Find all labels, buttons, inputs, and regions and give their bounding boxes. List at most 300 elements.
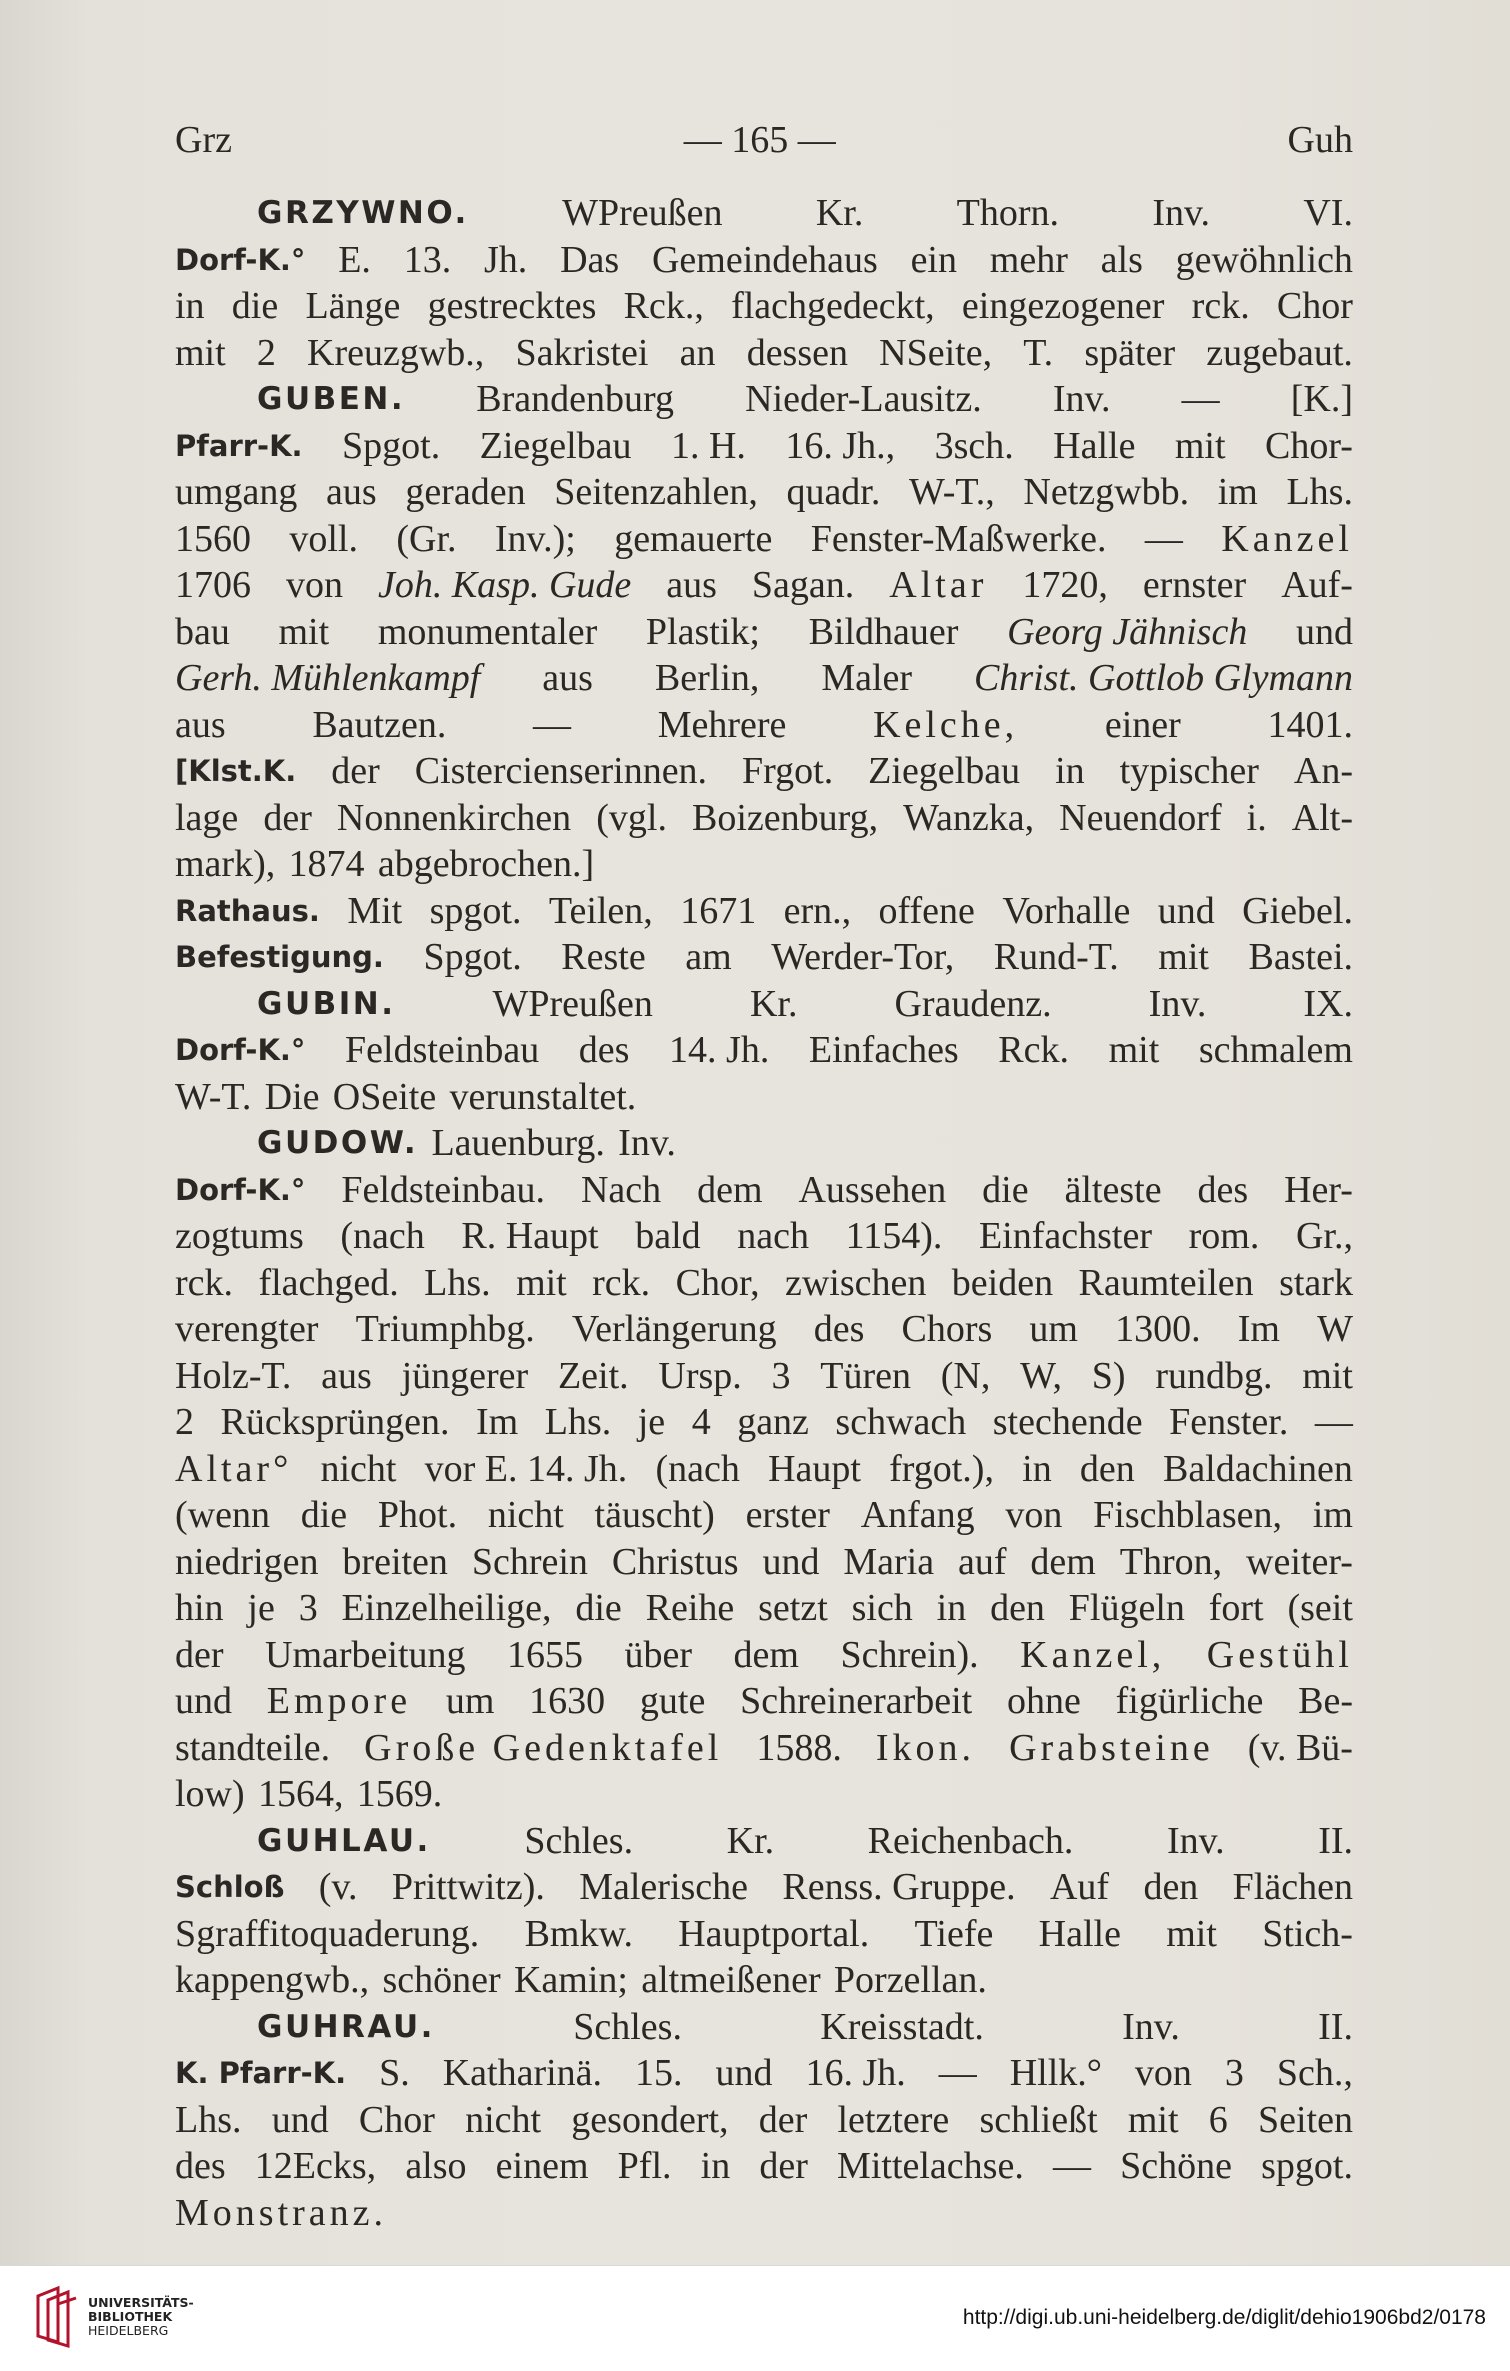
library-name-line: UNIVERSITÄTS- xyxy=(88,2295,194,2310)
word: Gemeindehaus xyxy=(651,238,878,281)
word: von xyxy=(1134,2052,1192,2094)
word: Inv.); xyxy=(494,517,576,560)
word: mark), xyxy=(175,843,276,885)
word: Werder-Tor, xyxy=(771,936,955,978)
word: offene xyxy=(878,889,975,932)
word: — xyxy=(1181,378,1220,420)
word: Brandenburg xyxy=(476,378,674,420)
word: Kamin; xyxy=(513,1959,628,2001)
text-line xyxy=(175,1818,1353,1865)
body-text xyxy=(175,190,1353,2236)
word: Raumteilen xyxy=(1078,1261,1254,1304)
word: Chor, xyxy=(675,1261,760,1304)
word: Cistercienserinnen. xyxy=(414,750,708,792)
text-line xyxy=(175,283,1353,330)
word: quadr. xyxy=(786,471,881,513)
text-line xyxy=(175,1725,1353,1772)
word: Teilen, xyxy=(548,889,653,932)
word: Ziegelbau xyxy=(868,750,1021,792)
word: ohne xyxy=(1007,1680,1081,1722)
word: Schles. xyxy=(573,2005,682,2048)
word: 1560 xyxy=(175,517,251,560)
word: frgot.), xyxy=(889,1447,994,1490)
word: in xyxy=(175,285,205,327)
word: und xyxy=(762,1540,820,1583)
word: flachged. xyxy=(258,1261,399,1304)
word: mit xyxy=(1158,936,1209,978)
word: gemauerte xyxy=(614,517,773,560)
word: Feldsteinbau xyxy=(345,1029,540,1071)
word: Kanzel xyxy=(1221,517,1353,560)
word: — xyxy=(1314,1401,1353,1443)
word: dem xyxy=(697,1168,763,1211)
word: Be- xyxy=(1298,1680,1353,1722)
word: sich xyxy=(851,1587,913,1629)
word: hin xyxy=(175,1587,224,1629)
text-line xyxy=(175,934,1353,981)
word: Im xyxy=(1237,1308,1280,1350)
word: Sgraffitoquaderung. xyxy=(175,1912,480,1955)
word: Kr. xyxy=(726,1819,775,1862)
word: Giebel. xyxy=(1242,889,1353,932)
word: täuscht) xyxy=(594,1494,715,1536)
word: Rund-T. xyxy=(993,936,1119,978)
word: die xyxy=(575,1587,622,1629)
word: Rck., xyxy=(623,285,704,327)
library-logo-icon xyxy=(34,2284,80,2348)
word: Auf- xyxy=(1281,564,1353,606)
text-line xyxy=(175,190,1353,237)
word: des xyxy=(175,2145,226,2187)
text-line xyxy=(175,469,1353,516)
word: 2 xyxy=(175,1401,194,1443)
word: standteile. xyxy=(175,1726,331,1769)
running-header xyxy=(175,110,1353,170)
word: rundbg. xyxy=(1155,1354,1273,1397)
word: An- xyxy=(1293,750,1353,792)
text-line xyxy=(175,1446,1353,1493)
word: — xyxy=(1144,517,1183,560)
word: umgang xyxy=(175,471,298,513)
word: Katharinä. xyxy=(442,2052,603,2094)
word: rom. xyxy=(1188,1215,1260,1257)
word: W, xyxy=(1020,1354,1063,1397)
word: — xyxy=(533,703,572,746)
word: zwischen xyxy=(784,1261,927,1304)
word: R. Haupt xyxy=(461,1215,599,1257)
word: (seit xyxy=(1287,1587,1353,1629)
word: aus xyxy=(542,657,593,699)
word: Rck. xyxy=(998,1029,1070,1071)
text-line xyxy=(175,1539,1353,1586)
word: und xyxy=(715,2052,773,2094)
word: 4 xyxy=(691,1401,711,1443)
word: 3 xyxy=(298,1587,318,1629)
word: Inv. xyxy=(618,1122,676,1164)
word: Malerische xyxy=(579,1866,749,1908)
word: Fenster-Maßwerke. xyxy=(810,517,1107,560)
word: weiter- xyxy=(1246,1540,1353,1583)
word: Stich- xyxy=(1262,1912,1353,1955)
word: Kreisstadt. xyxy=(820,2005,984,2048)
word: um xyxy=(445,1680,495,1722)
word: stechende xyxy=(992,1401,1143,1443)
word: um xyxy=(1029,1308,1078,1350)
word: (N, xyxy=(940,1354,991,1397)
word: ganz xyxy=(737,1401,809,1443)
word: Triumphbg. xyxy=(355,1308,535,1350)
word: Grabsteine xyxy=(1009,1726,1214,1769)
word: Inv. xyxy=(1148,982,1207,1025)
word: 1588. xyxy=(756,1726,842,1769)
word: [K.] xyxy=(1290,378,1353,420)
word: auf xyxy=(957,1540,1007,1583)
word: im xyxy=(1217,471,1258,513)
word: ein xyxy=(910,238,957,281)
word: Monstranz. xyxy=(175,2191,388,2234)
text-line xyxy=(175,423,1353,470)
word: setzt xyxy=(758,1587,828,1629)
word: Reihe xyxy=(645,1587,735,1629)
word: Rathaus. xyxy=(175,893,320,928)
word: Lhs. xyxy=(424,1261,491,1304)
word: fort xyxy=(1208,1587,1264,1629)
word: Feldsteinbau. xyxy=(341,1168,546,1211)
word: bau xyxy=(175,610,230,653)
word: voll. xyxy=(289,517,358,560)
word: low) xyxy=(175,1773,245,1815)
text-line xyxy=(175,1399,1353,1446)
word: der xyxy=(759,2145,808,2187)
word: Empore xyxy=(266,1680,412,1722)
library-name-line: HEIDELBERG xyxy=(88,2323,169,2338)
word: Alt- xyxy=(1291,796,1353,839)
word: flachgedeckt, xyxy=(731,285,935,327)
text-line xyxy=(175,2190,1353,2237)
text-line xyxy=(175,795,1353,842)
word: Frgot. xyxy=(742,750,834,792)
word: Inv. xyxy=(1152,192,1211,234)
header-right: Guh xyxy=(1287,119,1353,161)
word: VI. xyxy=(1303,192,1353,234)
word: Kelche, xyxy=(873,703,1019,746)
word: den xyxy=(1079,1447,1135,1490)
word: Umarbeitung xyxy=(265,1633,466,1676)
text-line xyxy=(175,609,1353,656)
text-line xyxy=(175,1074,1353,1121)
word: in xyxy=(700,2145,731,2187)
word: Lhs. xyxy=(175,2098,242,2141)
text-line xyxy=(175,562,1353,609)
source-url-link[interactable]: http://digi.ub.uni-heidelberg.de/diglit/dehio1906bd2/0178 xyxy=(962,2306,1486,2329)
word: Altar xyxy=(889,564,988,606)
word: Ziegelbau xyxy=(479,424,632,467)
word: abgebrochen.] xyxy=(377,843,595,885)
word: Chor xyxy=(358,2098,435,2141)
word: IX. xyxy=(1303,982,1353,1025)
word: Chors xyxy=(901,1308,993,1350)
word: Schrein xyxy=(471,1540,588,1583)
word: W-T. xyxy=(175,1075,252,1118)
word: einem xyxy=(495,2145,589,2187)
word: einer xyxy=(1104,703,1181,746)
word: 1720, xyxy=(1022,564,1108,606)
word: Porzellan. xyxy=(833,1959,987,2001)
word: Kr. xyxy=(749,982,798,1025)
word: Lhs. xyxy=(1286,471,1353,513)
word: Bildhauer xyxy=(808,610,959,653)
word: mit xyxy=(1127,2098,1179,2141)
word: von xyxy=(1005,1494,1063,1536)
word: rck. xyxy=(592,1261,651,1304)
word: GUBEN. xyxy=(257,381,406,417)
text-line xyxy=(175,1260,1353,1307)
text-line xyxy=(175,2004,1353,2051)
word: NSeite, xyxy=(879,331,993,374)
word: verengter xyxy=(175,1308,319,1350)
word: 1671 xyxy=(680,889,757,932)
word: Fenster. xyxy=(1169,1401,1289,1443)
word: 1. H. xyxy=(670,424,746,467)
word: Schreinerarbeit xyxy=(740,1680,973,1722)
word: im xyxy=(1312,1494,1353,1536)
word: WPreußen xyxy=(562,192,723,234)
word: (v. xyxy=(318,1866,358,1908)
word: Christus xyxy=(611,1540,739,1583)
word: 1706 xyxy=(175,564,251,606)
word: Ikon. xyxy=(875,1726,976,1769)
text-line xyxy=(175,1167,1353,1214)
text-line xyxy=(175,516,1353,563)
word: K. Pfarr-K. xyxy=(175,2056,347,2090)
word: beiden xyxy=(951,1261,1054,1304)
word: Maler xyxy=(821,657,913,699)
word: Neuendorf xyxy=(1059,796,1222,839)
word: altmeißener xyxy=(641,1959,821,2001)
word: 6 xyxy=(1208,2098,1228,2141)
word: Graudenz. xyxy=(894,982,1052,1025)
word: Rücksprüngen. xyxy=(220,1401,450,1443)
page-number: — 165 — xyxy=(683,119,836,161)
word: der xyxy=(758,2098,808,2141)
word: Kanzel, xyxy=(1020,1633,1166,1676)
text-line xyxy=(175,841,1353,888)
word: des xyxy=(578,1029,630,1071)
word: 3 xyxy=(1224,2052,1244,2094)
text-line xyxy=(175,1957,1353,2004)
word: Befestigung. xyxy=(175,940,384,974)
word: nicht xyxy=(487,1494,564,1536)
word: nicht xyxy=(320,1447,397,1490)
word: [Klst.K. xyxy=(175,754,297,788)
word: 1630 xyxy=(529,1680,606,1722)
word: Berlin, xyxy=(654,657,760,699)
word: Inv. xyxy=(1052,378,1111,420)
word: Reichenbach. xyxy=(867,1819,1074,1862)
word: aus xyxy=(666,564,717,606)
word: E. xyxy=(338,238,371,281)
word: als xyxy=(1100,238,1143,281)
word: erster xyxy=(745,1494,830,1536)
word: 13. xyxy=(403,238,452,281)
word: Pfl. xyxy=(617,2145,672,2187)
word: die xyxy=(982,1168,1029,1211)
word: Gr., xyxy=(1295,1215,1353,1257)
word: mit xyxy=(1302,1354,1353,1397)
word: 1154). xyxy=(845,1215,943,1257)
word: (nach xyxy=(655,1447,740,1490)
word: aus xyxy=(326,471,377,513)
word: mit xyxy=(175,331,226,374)
word: Boizenburg, xyxy=(692,796,879,839)
text-line xyxy=(175,748,1353,795)
word: und xyxy=(1295,610,1353,653)
word: Holz-T. xyxy=(175,1354,292,1397)
word: Prittwitz). xyxy=(391,1866,545,1908)
word: von xyxy=(285,564,343,606)
word: Schles. xyxy=(524,1819,634,1862)
word: 16. Jh. xyxy=(805,2052,906,2094)
word: Mit xyxy=(347,889,403,932)
word: Halle xyxy=(1053,424,1136,467)
word: schmalem xyxy=(1198,1029,1353,1071)
word: figürliche xyxy=(1115,1680,1264,1722)
word: Hllk.° xyxy=(1009,2052,1102,2094)
word: Kr. xyxy=(815,192,864,234)
word: Im xyxy=(476,1401,519,1443)
word: GUHLAU. xyxy=(257,1822,431,1859)
word: Schöne xyxy=(1120,2145,1232,2187)
word: monumentaler xyxy=(377,610,598,653)
word: Sakristei xyxy=(515,331,649,374)
word: Bmkw. xyxy=(524,1912,633,1955)
word: des xyxy=(813,1308,865,1350)
text-line xyxy=(175,888,1353,935)
word: Tiefe xyxy=(914,1912,994,1955)
word: bald xyxy=(635,1215,701,1257)
word: II. xyxy=(1318,2005,1353,2048)
word: aus xyxy=(321,1354,372,1397)
text-line xyxy=(175,655,1353,702)
word: Spgot. xyxy=(423,936,522,978)
word: Dorf-K.° xyxy=(175,1172,306,1207)
text-line xyxy=(175,330,1353,377)
word: nach xyxy=(737,1215,809,1257)
word: spgot. xyxy=(1261,2145,1353,2187)
word: W xyxy=(1317,1308,1353,1350)
word: GUDOW. xyxy=(257,1125,419,1161)
word: nicht xyxy=(465,2098,542,2141)
word: — xyxy=(1052,2145,1091,2187)
text-line xyxy=(175,1678,1353,1725)
word: 1300. xyxy=(1115,1308,1201,1350)
word: gute xyxy=(639,1680,706,1722)
word: Vorhalle xyxy=(1002,889,1131,932)
word: verunstaltet. xyxy=(449,1075,637,1118)
word: Chor- xyxy=(1264,424,1353,467)
word: breiten xyxy=(342,1540,448,1583)
word: mit xyxy=(1166,1912,1217,1955)
word: Lauenburg. xyxy=(431,1122,605,1164)
word: und xyxy=(1157,889,1215,932)
word: Jh. xyxy=(484,238,528,281)
word: ern., xyxy=(783,889,852,932)
word: des xyxy=(1197,1168,1249,1211)
word: am xyxy=(685,936,732,978)
word: zogtums xyxy=(175,1215,304,1257)
word: 1564, xyxy=(257,1773,344,1815)
word: vor E. 14. Jh. xyxy=(424,1447,628,1490)
word: Türen xyxy=(820,1354,912,1397)
text-line xyxy=(175,1353,1353,1400)
word: Maria xyxy=(843,1540,935,1583)
library-name xyxy=(88,2296,194,2338)
word: typischer xyxy=(1119,750,1259,792)
word: i. xyxy=(1246,796,1267,839)
word: rck. xyxy=(1191,285,1250,327)
word: gewöhnlich xyxy=(1175,238,1353,281)
word: Fischblasen, xyxy=(1093,1494,1283,1536)
word: Chor xyxy=(1276,285,1353,327)
word: Die xyxy=(264,1075,320,1118)
word: Christ. Gottlob Glymann xyxy=(973,657,1353,699)
word: OSeite xyxy=(332,1075,437,1118)
word: spgot. xyxy=(429,889,522,932)
word: Thron, xyxy=(1119,1540,1223,1583)
word: (nach xyxy=(340,1215,425,1257)
word: — xyxy=(938,2052,977,2094)
word: zugebaut. xyxy=(1206,331,1353,374)
word: Lhs. xyxy=(544,1401,612,1443)
word: mit xyxy=(1174,424,1226,467)
word: Renss. Gruppe. xyxy=(782,1866,1016,1908)
library-name-line: BIBLIOTHEK xyxy=(88,2309,173,2324)
word: T. xyxy=(1023,331,1054,374)
word: Hauptportal. xyxy=(678,1912,870,1955)
word: Dorf-K.° xyxy=(175,1033,306,1067)
word: S) xyxy=(1091,1354,1126,1397)
word: Flächen xyxy=(1232,1866,1353,1908)
text-line xyxy=(175,1585,1353,1632)
word: Thorn. xyxy=(956,192,1060,234)
word: (Gr. xyxy=(396,517,457,560)
word: (v. Bü- xyxy=(1247,1726,1353,1769)
word: Auf xyxy=(1049,1866,1110,1908)
text-line xyxy=(175,237,1353,284)
text-line xyxy=(175,376,1353,423)
word: Wanzka, xyxy=(903,796,1035,839)
word: rck. xyxy=(175,1261,234,1304)
word: mehr xyxy=(989,238,1068,281)
word: Einzelheilige, xyxy=(341,1587,552,1629)
text-line xyxy=(175,1120,1353,1167)
word: mit xyxy=(1108,1029,1160,1071)
text-line xyxy=(175,1213,1353,1260)
text-line xyxy=(175,1492,1353,1539)
word: 2 xyxy=(256,331,276,374)
word: Reste xyxy=(561,936,646,978)
word: schließt xyxy=(979,2098,1098,2141)
word: Das xyxy=(560,238,620,281)
word: Länge xyxy=(305,285,401,327)
word: Schrein). xyxy=(840,1633,979,1676)
word: 16. Jh., xyxy=(785,424,896,467)
word: dessen xyxy=(746,331,848,374)
word: letztere xyxy=(837,2098,950,2141)
word: jüngerer xyxy=(401,1354,529,1397)
word: Spgot. xyxy=(342,424,441,467)
word: Mehrere xyxy=(657,703,787,746)
